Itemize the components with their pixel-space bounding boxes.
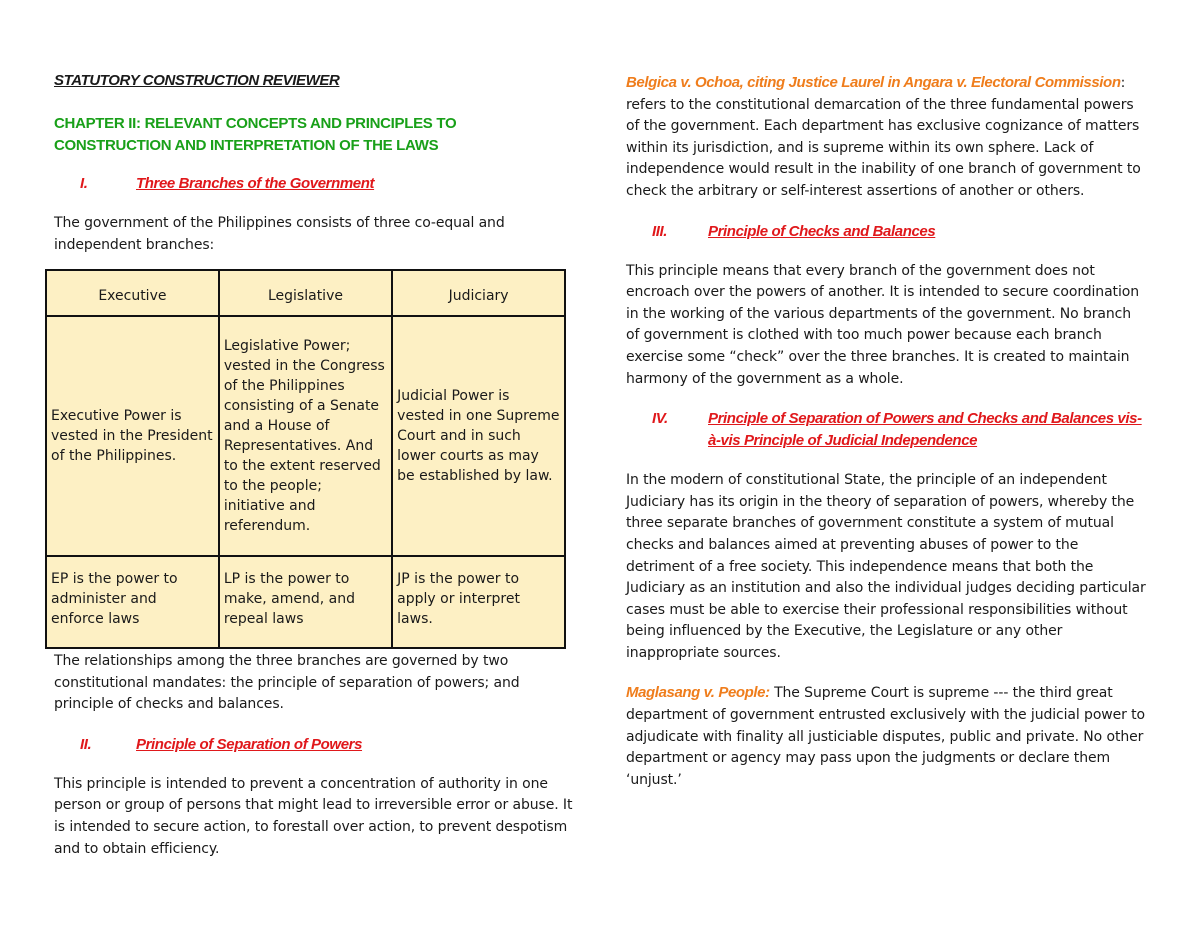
belgica-citation: Belgica v. Ochoa, citing Justice Laurel in Angara v. Electoral Commission <box>626 74 1121 91</box>
section-4-heading <box>626 408 1146 452</box>
section-4-number: IV. <box>652 410 668 428</box>
left-column <box>51 72 574 892</box>
section-1-title: Three Branches of the Government <box>136 175 375 192</box>
maglasang-citation: Maglasang v. People: <box>626 684 770 702</box>
maglasang-paragraph <box>626 682 1146 791</box>
maglasang-body: The Supreme Court is supreme --- the third great department of government entrusted exclusively with the judicial power to adjudicate with finality all justiciable disputes, public and private. No other department or agency may pass upon the judgments or declare them ‘unjust.’ <box>626 685 1146 788</box>
jp-definition-cell: JP is the power to apply or interpret laws. <box>392 556 565 648</box>
section-2-heading <box>54 734 574 756</box>
section-3-heading <box>626 221 1146 243</box>
left-lower-block <box>54 651 574 878</box>
branches-table <box>45 269 566 649</box>
section-2-body: This principle is intended to prevent a concentration of authority in one person or group of persons that might lead to irreversible error or abuse. It is intended to secure action, to forestall over action, to prevent despotism and to obtain efficiency. <box>54 775 573 857</box>
section-3-title: Principle of Checks and Balances <box>708 222 936 240</box>
table-header-row <box>46 270 565 316</box>
section-3-body: This principle means that every branch of the government does not encroach over the powers of another. It is intended to secure coordination in the working of the various departments of the government. No branch of government is clothed with too much power because each branch exercise some “check” over the three branches. It is created to maintain harmony of the government as a whole. <box>626 262 1139 387</box>
header-judiciary: Judiciary <box>392 270 565 316</box>
chapter-line-2: CONSTRUCTION AND INTERPRETATION OF THE LAWS <box>54 137 439 154</box>
belgica-body: : refers to the constitutional demarcation of the three fundamental powers of the government. Each department has exclusive cognizance of matters within its jurisdiction, and is supreme within its own sphere. Lack of independence would result in the inability of one branch of government to check the arbitrary or self-interest assertions of another or others. <box>626 75 1141 199</box>
table-definitions-row <box>46 556 565 648</box>
section-4-body: In the modern of constitutional State, the principle of an independent Judiciary has its origin in the theory of separation of powers, whereby the three separate branches of government constitute a system of mutual checks and balances aimed at preventing abuses of power to the detriment of a free society. This independence means that both the Judiciary as an institution and also the individual judges deciding particular cases must be able to exercise their professional responsibilities without being influenced by the Executive, the Legislature or any other inappropriate sources. <box>626 472 1146 661</box>
relationships-paragraph: The relationships among the three branches are governed by two constitutional mandates: the principle of separation of powers; and principle of checks and balances. <box>54 653 520 713</box>
section-1-heading <box>54 173 574 195</box>
table-powers-row <box>46 316 565 556</box>
chapter-line-1: CHAPTER II: RELEVANT CONCEPTS AND PRINCIPLES TO <box>54 115 457 132</box>
header-executive: Executive <box>46 270 219 316</box>
section-2-number: II. <box>80 735 92 753</box>
judicial-power-cell: Judicial Power is vested in one Supreme Court and in such lower courts as may be established by law. <box>392 316 565 556</box>
right-column <box>626 72 1146 809</box>
section-4-title: Principle of Separation of Powers and Checks and Balances vis-à-vis Principle of Judicial Independence <box>708 410 1142 450</box>
lp-definition-cell: LP is the power to make, amend, and repeal laws <box>219 556 392 648</box>
section-1-intro: The government of the Philippines consists of three co-equal and independent branches: <box>54 215 505 253</box>
legislative-power-cell: Legislative Power; vested in the Congress of the Philippines consisting of a Senate and a House of Representatives. And to the extent reserved to the people; initiative and referendum. <box>219 316 392 556</box>
section-1-number: I. <box>80 175 88 192</box>
section-3-number: III. <box>652 222 668 240</box>
executive-power-cell: Executive Power is vested in the President of the Philippines. <box>46 316 219 556</box>
header-legislative: Legislative <box>219 270 392 316</box>
section-2-title: Principle of Separation of Powers <box>136 735 363 753</box>
ep-definition-cell: EP is the power to administer and enforce laws <box>46 556 219 648</box>
belgica-paragraph <box>626 72 1146 203</box>
chapter-heading <box>54 113 574 157</box>
document-title: STATUTORY CONSTRUCTION REVIEWER <box>54 72 340 89</box>
